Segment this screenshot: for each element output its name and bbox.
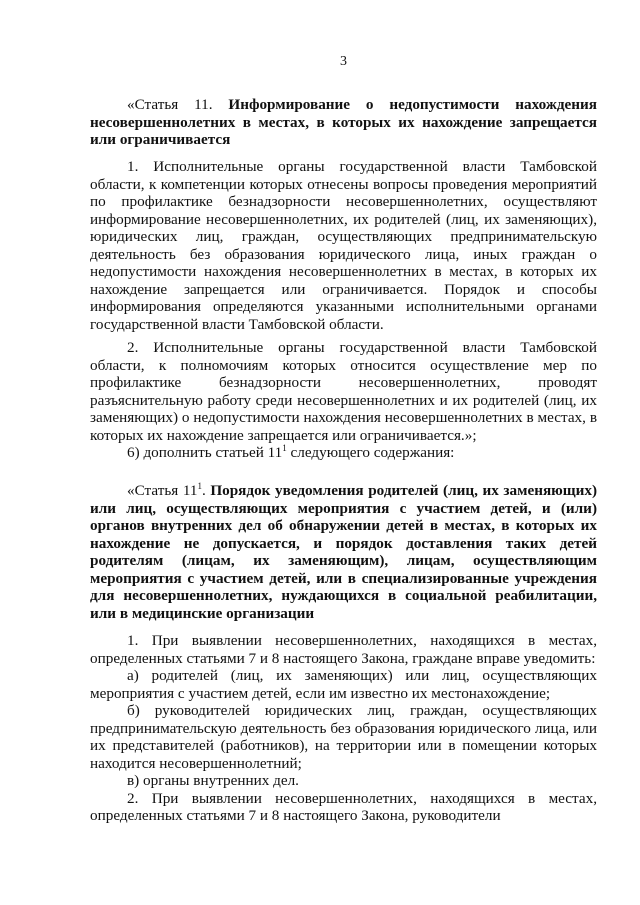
article-11-1-title: Порядок уведомления родителей (лиц, их заменяющих) или лиц, осуществляющих мероприятия с участием детей, и (или) органов внутренних дел об обнаружении детей в местах, в которых их нахождение не допускается, и порядок доставления таких детей родителям (лицам, их заменяющим), лицам, осуществляющим мероприятия с участием детей, или в специализированные учреждения для несовершеннолетних, нуждающихся в социальной реабилитации, или в медицинские организации <box>90 482 598 622</box>
paragraph: 2. При выявлении несовершеннолетних, находящихся в местах, определенных статьями 7 и 8 настоящего Закона, руководители <box>90 789 597 824</box>
article-11-1-prefix: «Статья 11 <box>127 482 198 499</box>
superscript: 1 <box>197 481 202 491</box>
list-item-a: а) родителей (лиц, их заменяющих) или лиц, осуществляющих мероприятия с участием детей, если им известно их местонахождение; <box>90 667 597 702</box>
article-11-1-body <box>90 632 597 825</box>
page-number: 3 <box>340 54 347 69</box>
article-11-1-heading <box>90 482 597 622</box>
article-11-part-1 <box>90 158 597 333</box>
amendment-6 <box>90 444 597 462</box>
paragraph: 2. Исполнительные органы государственной власти Тамбовской области, к полномочиям которых относится осуществление мер по профилактике безнадзорности несовершеннолетних, проводят разъяснительную работу среди несовершеннолетних и их родителей (лиц, их заменяющих) о недопустимости нахождения несовершеннолетних в местах, в которых их нахождение запрещается или ограничивается.»; <box>90 339 597 444</box>
list-item-v: в) органы внутренних дел. <box>127 772 299 789</box>
paragraph: 1. Исполнительные органы государственной власти Тамбовской области, к компетенции которых отнесены вопросы проведения мероприятий по профилактике безнадзорности несовершеннолетних, осуществляют информирование несовершеннолетних, их родителей (лиц, их заменяющих), юридических лиц, граждан, осуществляющих предпринимательскую деятельность без образования юридического лица, иных граждан о недопустимости нахождения несовершеннолетних в местах, в которых их нахождение запрещается или ограничивается. Порядок и способы информирования определяются указанными исполнительными органами государственной власти Тамбовской области. <box>90 158 597 333</box>
article-11-prefix: «Статья 11. <box>127 96 213 113</box>
amendment-6-tail: следующего содержания: <box>286 444 455 461</box>
article-11-1-dot: . <box>201 482 206 499</box>
article-11-heading <box>90 96 597 149</box>
amendment-6-text: 6) дополнить статьей 11 <box>127 444 283 461</box>
article-11-title: Информирование о недопустимости нахождения несовершеннолетних в местах, в которых их нахождение запрещается или ограничивается <box>90 96 598 148</box>
list-item-b: б) руководителей юридических лиц, граждан, осуществляющих предпринимательскую деятельность без образования юридического лица, или их представителей (работников), на территории или в помещении которых находится несовершеннолетний; <box>90 702 597 772</box>
document-page <box>90 0 597 905</box>
paragraph: 1. При выявлении несовершеннолетних, находящихся в местах, определенных статьями 7 и 8 настоящего Закона, граждане вправе уведомить: <box>90 632 597 667</box>
article-11-part-2 <box>90 339 597 444</box>
superscript: 1 <box>282 443 287 453</box>
